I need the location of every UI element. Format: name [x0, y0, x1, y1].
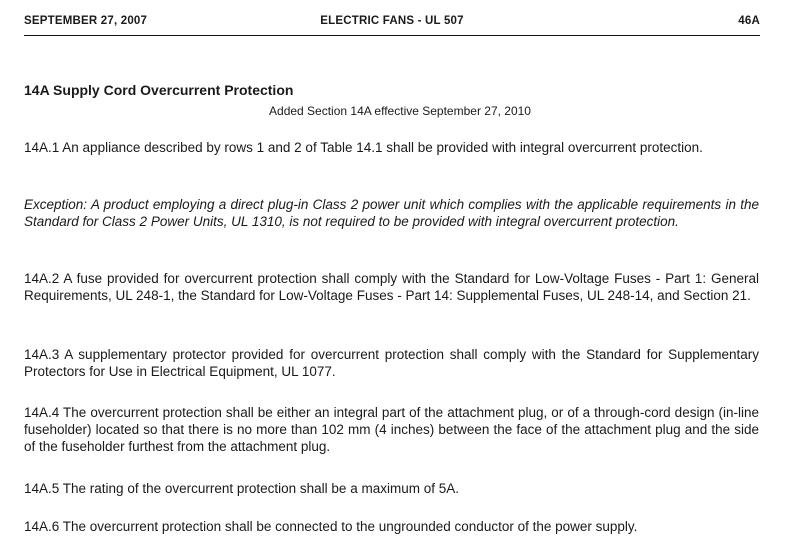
paragraph-14a1: 14A.1 An appliance described by rows 1 and 2 of Table 14.1 shall be provided with integral overcurrent protection. [24, 140, 703, 155]
section-effective-note: Added Section 14A effective September 27, 2010 [269, 104, 531, 118]
header-document-title: ELECTRIC FANS - UL 507 [320, 15, 464, 27]
paragraph-14a5: 14A.5 The rating of the overcurrent protection shall be a maximum of 5A. [24, 481, 459, 496]
page-header [24, 15, 760, 31]
header-rule [24, 35, 760, 36]
paragraph-14a2: 14A.2 A fuse provided for overcurrent protection shall comply with the Standard for Low-Voltage Fuses - Part 1: General Requirements, UL 248-1, the Standard for Low-Voltage Fuses - Part 14: Supplemental Fuses, UL 248-14, and Section 21. [24, 271, 759, 303]
paragraph-exception: Exception: A product employing a direct plug-in Class 2 power unit which complies with the applicable requirements in the Standard for Class 2 Power Units, UL 1310, is not required to be provided with integral overcurrent protection. [24, 197, 759, 229]
header-page-number: 46A [738, 15, 760, 27]
paragraph-14a6: 14A.6 The overcurrent protection shall be connected to the ungrounded conductor of the power supply. [24, 519, 638, 534]
paragraph-14a3: 14A.3 A supplementary protector provided for overcurrent protection shall comply with the Standard for Supplementary Protectors for Use in Electrical Equipment, UL 1077. [24, 347, 759, 379]
section-title: 14A Supply Cord Overcurrent Protection [24, 82, 294, 98]
paragraph-14a4: 14A.4 The overcurrent protection shall be either an integral part of the attachment plug, or of a through-cord design (in-line fuseholder) located so that there is no more than 102 mm (4 inches) between the face of the attachment plug and the side of the fuseholder furthest from the attachment plug. [24, 405, 759, 454]
header-date: SEPTEMBER 27, 2007 [24, 15, 148, 27]
